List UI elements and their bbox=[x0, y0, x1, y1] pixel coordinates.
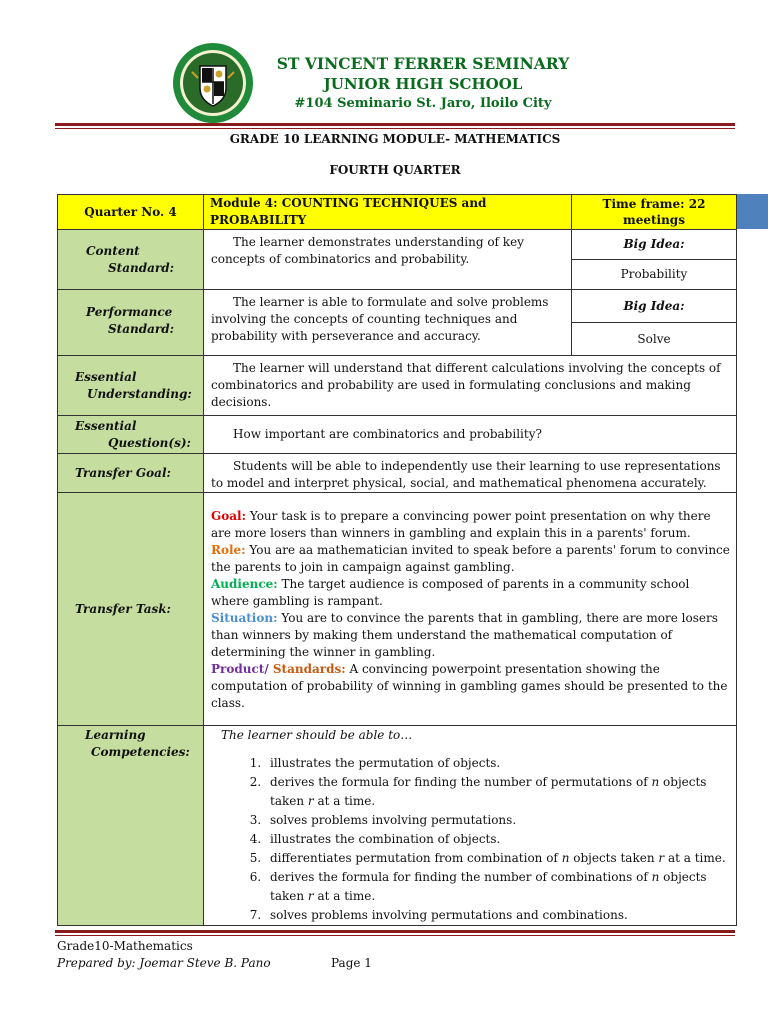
timeframe-line2: meetings bbox=[623, 213, 685, 227]
lc-label-line2: Competencies: bbox=[91, 745, 190, 759]
big-idea-label-1: Big Idea: bbox=[572, 230, 737, 260]
product-key: Product/ bbox=[211, 662, 269, 676]
tg-row bbox=[58, 454, 737, 493]
tt-row bbox=[58, 493, 737, 726]
transfer-goal-label: Transfer Goal: bbox=[58, 454, 204, 493]
product-text: A convincing powerpoint presentation showing the computation of probability of winning in gambling games should be presented to the class. bbox=[211, 662, 728, 710]
transfer-task-text bbox=[204, 493, 737, 726]
learning-competencies-list bbox=[204, 726, 737, 926]
transfer-goal-text: Students will be able to independently use their learning to use representations to model and interpret physical, social, and mathematical phenomena accurately. bbox=[204, 454, 737, 493]
list-item: 7. solves problems involving permutations and combinations. bbox=[265, 906, 730, 925]
lc2-part: at a time. bbox=[313, 794, 376, 808]
goal-text: Your task is to prepare a convincing power point presentation on why there are more losers than winners in gambling and explain this in a parents' forum. bbox=[211, 509, 711, 540]
content-standard-text: The learner demonstrates understanding of key concepts of combinatorics and probability. bbox=[204, 230, 572, 290]
list-item: 3. solves problems involving permutations. bbox=[265, 811, 730, 830]
essential-understanding-label bbox=[58, 356, 204, 416]
audience-para bbox=[211, 576, 730, 610]
eu-label-line2: Understanding: bbox=[87, 387, 192, 401]
goal-para bbox=[211, 508, 730, 542]
eq-label-line1: Essential bbox=[75, 419, 137, 433]
list-item bbox=[265, 849, 730, 868]
essential-question-text: How important are combinatorics and probability? bbox=[204, 416, 737, 454]
perf-label-line2: Standard: bbox=[108, 322, 175, 336]
essential-question-label bbox=[58, 416, 204, 454]
list-item: 4. illustrates the combination of objects. bbox=[265, 830, 730, 849]
module-title: GRADE 10 LEARNING MODULE- MATHEMATICS bbox=[229, 132, 561, 146]
header-rule-thin bbox=[55, 128, 735, 129]
eq-label-line2: Question(s): bbox=[108, 436, 191, 450]
role-para bbox=[211, 542, 730, 576]
lc2-part: objects taken bbox=[270, 775, 707, 808]
standards-key: Standards: bbox=[268, 662, 346, 676]
timeframe-line1: Time frame: 22 bbox=[602, 197, 706, 211]
performance-row bbox=[58, 290, 737, 323]
quarter-cell: Quarter No. 4 bbox=[58, 195, 204, 230]
lc5-part: differentiates permutation from combination of bbox=[270, 851, 562, 865]
lc6-part: derives the formula for finding the number of combinations of bbox=[270, 870, 652, 884]
var-r: r bbox=[307, 794, 314, 808]
competency-list bbox=[221, 754, 730, 925]
var-r: r bbox=[658, 851, 665, 865]
content-standard-label bbox=[58, 230, 204, 290]
footer-rule bbox=[55, 930, 735, 933]
lc5-part: at a time. bbox=[664, 851, 726, 865]
product-para bbox=[211, 661, 730, 712]
big-idea-value-1: Probability bbox=[572, 260, 737, 290]
performance-standard-label bbox=[58, 290, 204, 356]
list-item bbox=[265, 868, 730, 906]
essential-understanding-text: The learner will understand that different calculations involving the concepts of combinatorics and probability are used in formulating conclusions and making decisions. bbox=[204, 356, 737, 416]
goal-key: Goal: bbox=[211, 509, 247, 523]
var-n: n bbox=[651, 775, 660, 789]
list-item bbox=[265, 773, 730, 811]
lc6-part: objects taken bbox=[270, 870, 707, 903]
big-idea-value-2: Solve bbox=[572, 323, 737, 356]
var-n: n bbox=[651, 870, 660, 884]
var-n: n bbox=[561, 851, 570, 865]
role-key: Role: bbox=[211, 543, 246, 557]
audience-text: The target audience is composed of parents in a community school where gambling is rampant. bbox=[211, 577, 690, 608]
table-header-row bbox=[58, 195, 737, 230]
footer-prepared-by: Prepared by: Joemar Steve B. Pano bbox=[57, 956, 271, 970]
module-cell: Module 4: COUNTING TECHNIQUES and PROBABILITY bbox=[204, 195, 572, 230]
school-level: JUNIOR HIGH SCHOOL bbox=[323, 75, 523, 93]
situation-para bbox=[211, 610, 730, 661]
situation-key: Situation: bbox=[211, 611, 278, 625]
eq-row bbox=[58, 416, 737, 454]
lc-label-line1: Learning bbox=[85, 728, 146, 742]
lc-intro: The learner should be able to… bbox=[221, 728, 413, 742]
lc-row bbox=[58, 726, 737, 926]
lc2-part: derives the formula for finding the number of permutations of bbox=[270, 775, 652, 789]
eu-label-line1: Essential bbox=[75, 370, 137, 384]
quarter-title: FOURTH QUARTER bbox=[329, 163, 461, 177]
big-idea-label-2: Big Idea: bbox=[572, 290, 737, 323]
module-table bbox=[57, 194, 737, 926]
lc6-part: at a time. bbox=[313, 889, 376, 903]
footer-page-number: Page 1 bbox=[331, 956, 372, 970]
eu-row bbox=[58, 356, 737, 416]
school-address: #104 Seminario St. Jaro, Iloilo City bbox=[294, 96, 552, 111]
learning-competencies-label bbox=[58, 726, 204, 926]
perf-label-line1: Performance bbox=[86, 305, 173, 319]
content-label-line2: Standard: bbox=[108, 261, 175, 275]
timeframe-cell bbox=[572, 195, 737, 230]
performance-standard-text: The learner is able to formulate and solve problems involving the concepts of counting techniques and probability with perseverance and accuracy. bbox=[204, 290, 572, 356]
school-seal-logo bbox=[172, 42, 254, 124]
role-text: You are aa mathematician invited to speak before a parents' forum to convince the parents to join in campaign against gambling. bbox=[211, 543, 730, 574]
school-name: ST VINCENT FERRER SEMINARY bbox=[276, 54, 570, 73]
situation-text: You are to convince the parents that in gambling, there are more losers than winners by making them understand the mathematical computation of determining the winner in gambling. bbox=[211, 611, 718, 659]
footer-subject: Grade10-Mathematics bbox=[57, 939, 193, 953]
content-label-line1: Content bbox=[86, 244, 140, 258]
header-rule bbox=[55, 123, 735, 126]
content-row bbox=[58, 230, 737, 260]
list-item: 1. illustrates the permutation of objects. bbox=[265, 754, 730, 773]
transfer-task-label: Transfer Task: bbox=[58, 493, 204, 726]
var-r: r bbox=[307, 889, 314, 903]
footer-rule-thin bbox=[55, 935, 735, 936]
lc5-part: objects taken bbox=[569, 851, 659, 865]
side-tab bbox=[737, 194, 768, 229]
audience-key: Audience: bbox=[211, 577, 278, 591]
